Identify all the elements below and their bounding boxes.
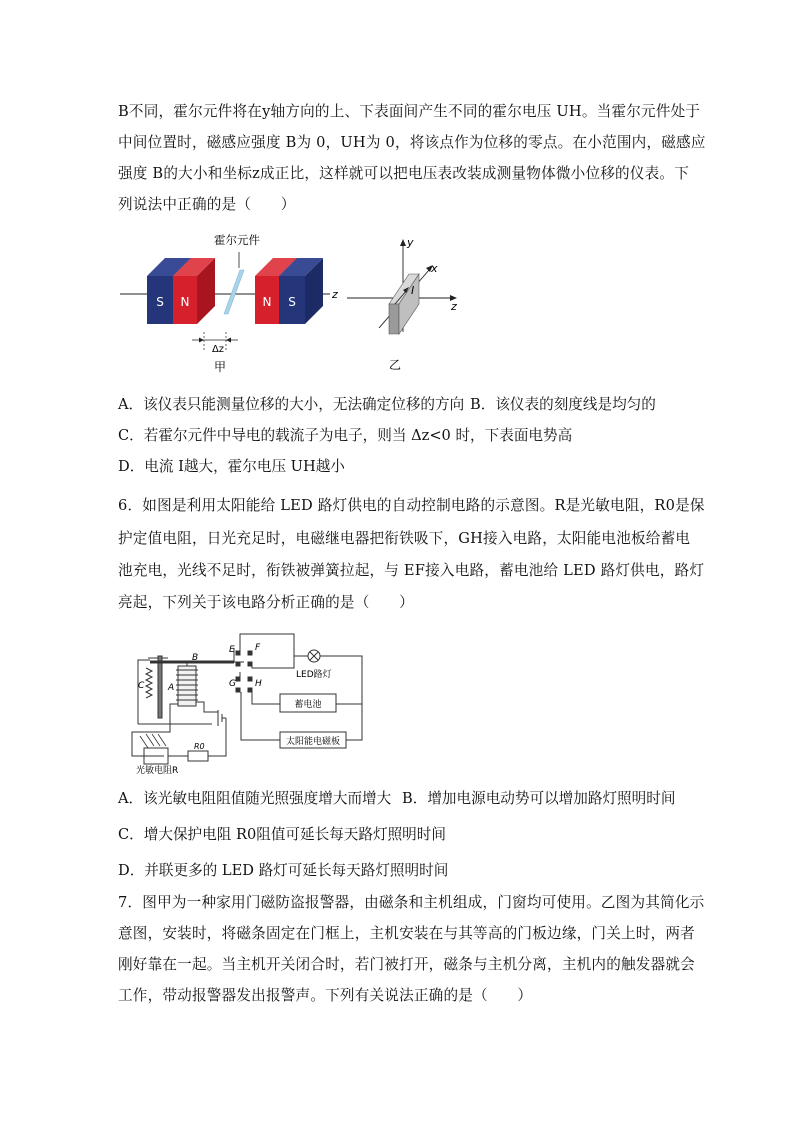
figure-yi-caption: 乙	[388, 358, 402, 372]
q5-text-line-3: 强度 B的大小和坐标z成正比，这样就可以把电压表改装成测量物体微小位移的仪表。下	[118, 165, 690, 182]
label-a: A	[168, 683, 175, 693]
figure-yi-current-label: I	[411, 284, 415, 297]
label-e: E	[229, 645, 235, 655]
q5-text-line-4: 列说法中正确的是（ ）	[118, 196, 296, 213]
magnet-left-s-label: S	[156, 295, 164, 309]
figure-jia-z-axis-label: z	[332, 288, 338, 301]
label-b: B	[192, 653, 199, 663]
solar-panel-label: 太阳能电磁板	[285, 737, 341, 747]
q6-option-b: B．增加电源电动势可以增加路灯照明时间	[402, 790, 676, 807]
q5-option-b: B．该仪表的刻度线是均匀的	[470, 396, 656, 413]
figure-yi-y-label: y	[407, 236, 414, 249]
q7-text-line-1: 7．图甲为一种家用门磁防盗报警器，由磁条和主机组成，门窗均可使用。乙图为其简化示	[118, 894, 705, 911]
q6-text-line-4: 亮起，下列关于该电路分析正确的是（ ）	[118, 594, 414, 611]
label-h: H	[255, 679, 262, 689]
magnet-right-s-label: S	[288, 295, 296, 309]
q5-option-c: C．若霍尔元件中导电的载流子为电子，则当 Δz<0 时，下表面电势高	[118, 427, 573, 444]
hall-element-label: 霍尔元件	[214, 233, 260, 247]
led-lamp-label: LED路灯	[296, 670, 332, 680]
label-f: F	[255, 643, 261, 653]
figure-jia-magnets	[120, 224, 350, 374]
q7-text-line-4: 工作，带动报警器发出报警声。下列有关说法正确的是（ ）	[118, 987, 533, 1004]
label-c: C	[138, 681, 145, 691]
figure-relay-circuit	[128, 628, 368, 774]
photoresistor-label: 光敏电阻R	[136, 766, 179, 774]
hall-element	[224, 270, 244, 314]
figure-jia-caption: 甲	[213, 360, 227, 374]
q6-option-a: A．该光敏电阻阻值随光照强度增大而增大	[118, 790, 392, 807]
q5-option-d: D．电流 I越大，霍尔电压 UH越小	[118, 458, 345, 475]
q5-text-line-2: 中间位置时，磁感应强度 B为 0，UH为 0，将该点作为位移的零点。在小范围内，磁感应	[118, 134, 706, 151]
figure-yi-x-label: x	[431, 262, 438, 275]
q6-text-line-3: 池充电，光线不足时，衔铁被弹簧拉起，与 EF接入电路，蓄电池给 LED 路灯供电，路灯	[118, 562, 705, 579]
magnet-left-n-label: N	[180, 295, 190, 309]
q6-option-d: D．并联更多的 LED 路灯可延长每天路灯照明时间	[118, 862, 449, 879]
label-g: G	[229, 679, 236, 689]
delta-z-label: Δz	[211, 344, 225, 355]
q5-option-a: A．该仪表只能测量位移的大小，无法确定位移的方向	[118, 396, 465, 413]
figure-yi-hall-axes	[345, 232, 470, 374]
q6-option-c: C．增大保护电阻 R0阻值可延长每天路灯照明时间	[118, 826, 446, 843]
label-r0: R0	[194, 742, 205, 751]
q6-text-line-2: 护定值电阻，日光充足时，电磁继电器把衔铁吸下，GH接入电路，太阳能电池板给蓄电	[118, 530, 691, 547]
figure-yi-z-label: z	[451, 300, 457, 313]
q7-text-line-3: 刚好靠在一起。当主机开关闭合时，若门被打开，磁条与主机分离，主机内的触发器就会	[118, 956, 695, 973]
q6-text-line-1: 6．如图是利用太阳能给 LED 路灯供电的自动控制电路的示意图。R是光敏电阻，R0是保	[118, 497, 705, 514]
q5-text-line-1: B不同，霍尔元件将在y轴方向的上、下表面间产生不同的霍尔电压 UH。当霍尔元件处于	[118, 103, 701, 120]
battery-label: 蓄电池	[294, 700, 322, 710]
magnet-right-n-label: N	[262, 295, 272, 309]
q7-text-line-2: 意图，安装时，将磁条固定在门框上，主机安装在与其等高的门板边缘，门关上时，两者	[118, 925, 695, 942]
